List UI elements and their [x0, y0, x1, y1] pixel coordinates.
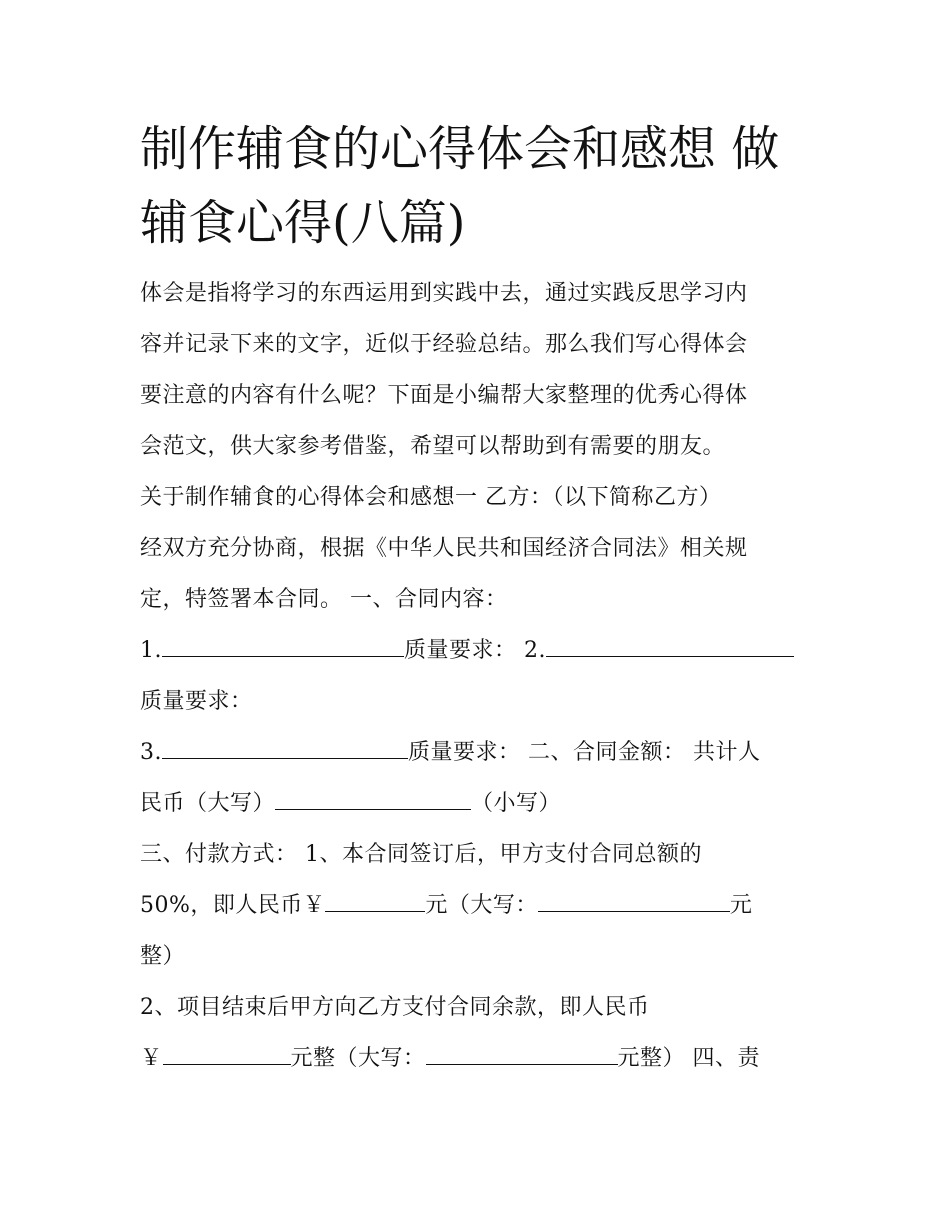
intro-line-2: 容并记录下来的文字，近似于经验总结。那么我们写心得体会 — [140, 332, 748, 357]
balance-amount-blank — [163, 1042, 291, 1065]
item-3-label: 质量要求： 二、合同金额： 共计人 — [408, 740, 761, 765]
payment-percent-label: 50%，即人民币￥ — [140, 893, 326, 918]
document-title — [140, 112, 820, 260]
payment-line-3: 整） — [140, 944, 186, 969]
balance-yuan-label: 元整） 四、责 — [617, 1046, 761, 1071]
item-1-quality-label: 质量要求： — [404, 638, 517, 663]
payment-yuan-label: 元 — [729, 893, 753, 918]
item-3-number: 3. — [140, 740, 162, 765]
item-2-blank — [546, 634, 794, 657]
intro-line-3: 要注意的内容有什么呢？下面是小编帮大家整理的优秀心得体 — [140, 383, 748, 408]
payment-uppercase-blank — [538, 889, 730, 912]
payment-line-4: 2、项目结束后甲方向乙方支付合同余款，即人民币 — [140, 995, 650, 1020]
item-3-blank — [162, 736, 408, 759]
payment-amount-blank — [325, 889, 425, 912]
balance-yen-symbol: ￥ — [140, 1046, 163, 1071]
contract-item-3 — [140, 727, 820, 778]
payment-uppercase-label: 元（大写： — [425, 893, 538, 918]
document-page — [140, 112, 820, 1084]
item-2-quality-label: 质量要求： — [140, 689, 253, 714]
intro-line-1: 体会是指将学习的东西运用到实践中去，通过实践反思学习内 — [140, 281, 748, 306]
title-line-1: 制作辅食的心得体会和感想 做 — [140, 121, 780, 177]
item-2-number: 2. — [524, 638, 547, 663]
payment-line-2 — [140, 880, 820, 931]
rmb-amount-line — [140, 778, 820, 829]
title-line-2: 辅食心得(八篇) — [140, 195, 466, 251]
contract-item-1 — [140, 625, 820, 676]
balance-uppercase-label: 元整（大写： — [290, 1046, 426, 1071]
item-1-blank — [162, 634, 404, 657]
item-1-number: 1. — [140, 638, 162, 663]
section-line-1: 关于制作辅食的心得体会和感想一 乙方：（以下简称乙方） — [140, 485, 722, 510]
intro-line-4: 会范文，供大家参考借鉴，希望可以帮助到有需要的朋友。 — [140, 434, 726, 459]
balance-uppercase-blank — [426, 1042, 618, 1065]
rmb-uppercase-blank — [275, 787, 471, 810]
section-line-2: 经双方充分协商，根据《中华人民共和国经济合同法》相关规 — [140, 536, 748, 561]
section-line-3: 定，特签署本合同。 一、合同内容： — [140, 587, 508, 612]
payment-line-5 — [140, 1033, 820, 1084]
payment-line-1: 三、付款方式： 1、本合同签订后，甲方支付合同总额的 — [140, 842, 702, 867]
rmb-uppercase-label: 民币（大写） — [140, 791, 276, 816]
rmb-lowercase-label: （小写） — [471, 791, 562, 816]
